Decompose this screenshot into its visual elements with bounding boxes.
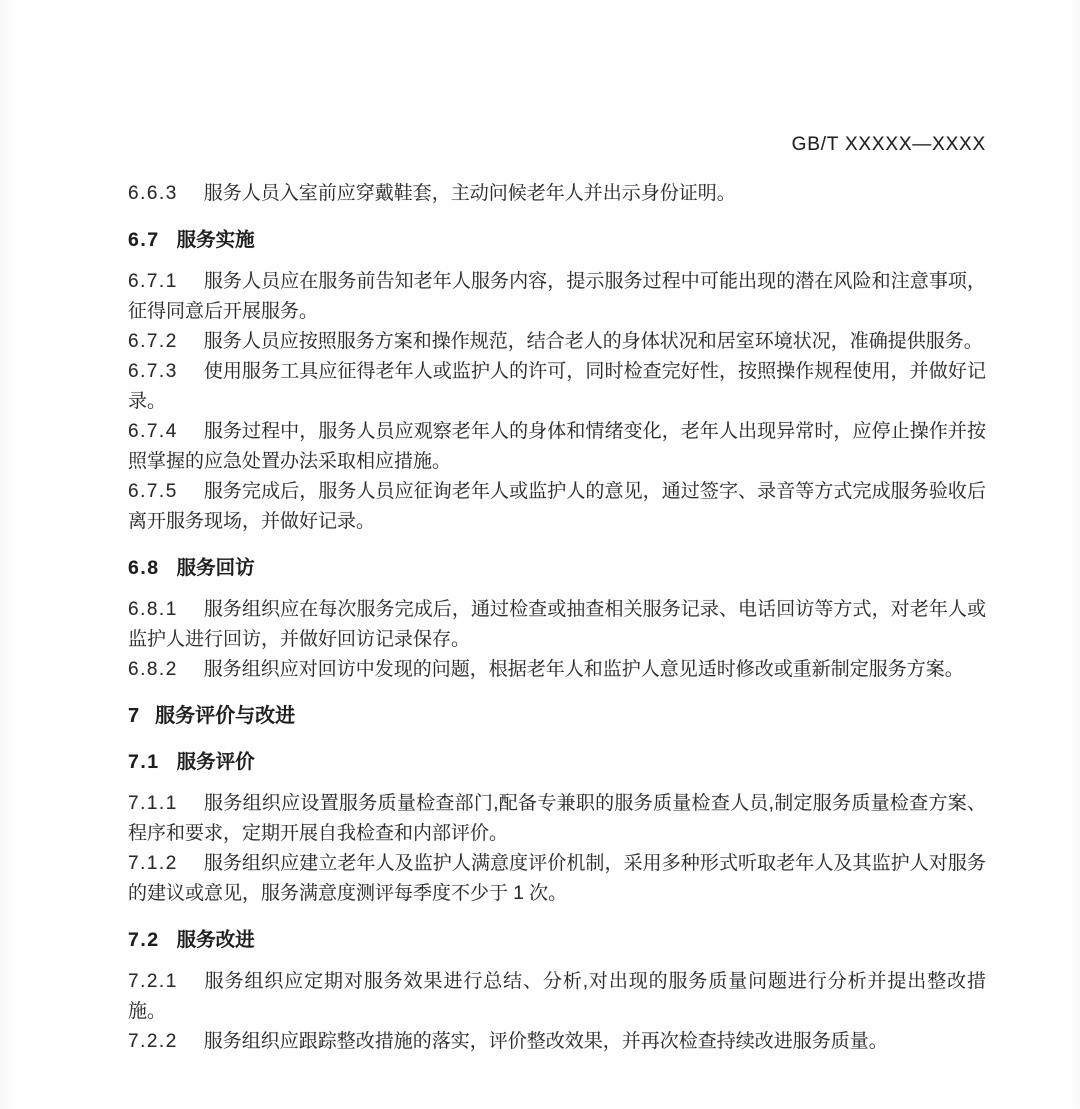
clause-text: 服务人员入室前应穿戴鞋套，主动问候老年人并出示身份证明。 — [203, 183, 736, 204]
clause-text: 服务人员应在服务前告知老年人服务内容，提示服务过程中可能出现的潜在风险和注意事项，征得同意后开展服务。 — [128, 271, 986, 322]
clause-number: 6.6.3 — [128, 183, 178, 204]
clause-7-1-2 — [128, 849, 986, 909]
clause-number: 6.7.3 — [128, 361, 178, 382]
clause-6-7-5 — [128, 477, 986, 537]
heading-number: 6.8 — [128, 557, 160, 579]
clause-text: 服务完成后，服务人员应征询老年人或监护人的意见，通过签字、录音等方式完成服务验收后离开服务现场，并做好记录。 — [128, 481, 986, 532]
heading-text: 服务评价与改进 — [155, 705, 296, 727]
clause-number: 7.1.1 — [128, 793, 178, 814]
clause-text: 服务人员应按照服务方案和操作规范，结合老人的身体状况和居室环境状况，准确提供服务。 — [203, 331, 983, 352]
clause-number: 7.2.2 — [128, 1031, 178, 1052]
clause-number: 6.7.4 — [128, 421, 178, 442]
heading-text: 服务评价 — [176, 751, 255, 773]
clause-number: 6.7.2 — [128, 331, 178, 352]
document-body — [128, 179, 986, 1057]
clause-text: 服务组织应设置服务质量检查部门,配备专兼职的服务质量检查人员,制定服务质量检查方案、程序和要求，定期开展自我检查和内部评价。 — [128, 793, 986, 844]
clause-number: 7.1.2 — [128, 853, 178, 874]
clause-number: 6.8.2 — [128, 659, 178, 680]
clause-text: 服务组织应建立老年人及监护人满意度评价机制，采用多种形式听取老年人及其监护人对服务的建议或意见，服务满意度测评每季度不少于 1 次。 — [128, 853, 986, 904]
clause-text: 服务组织应对回访中发现的问题，根据老年人和监护人意见适时修改或重新制定服务方案。 — [203, 659, 964, 680]
clause-text: 服务过程中，服务人员应观察老年人的身体和情绪变化，老年人出现异常时，应停止操作并按照掌握的应急处置办法采取相应措施。 — [128, 421, 986, 472]
clause-7-1-1 — [128, 789, 986, 849]
clause-6-7-2 — [128, 327, 986, 357]
heading-text: 服务改进 — [176, 929, 255, 951]
clause-number: 6.8.1 — [128, 599, 178, 620]
clause-6-6-3 — [128, 179, 986, 209]
clause-text: 服务组织应跟踪整改措施的落实，评价整改效果，并再次检查持续改进服务质量。 — [203, 1031, 888, 1052]
clause-6-7-3 — [128, 357, 986, 417]
clause-6-8-2 — [128, 655, 986, 685]
standard-number-header: GB/T XXXXX—XXXX — [791, 134, 986, 155]
clause-number: 6.7.1 — [128, 271, 178, 292]
section-heading-6-7 — [128, 225, 986, 255]
clause-number: 6.7.5 — [128, 481, 178, 502]
heading-number: 7.1 — [128, 751, 160, 773]
section-heading-7-2 — [128, 925, 986, 955]
chapter-heading-7 — [128, 701, 986, 731]
clause-text: 服务组织应在每次服务完成后，通过检查或抽查相关服务记录、电话回访等方式，对老年人或监护人进行回访，并做好回访记录保存。 — [128, 599, 986, 650]
clause-text: 服务组织应定期对服务效果进行总结、分析,对出现的服务质量问题进行分析并提出整改措施。 — [128, 971, 986, 1022]
clause-7-2-1 — [128, 967, 986, 1027]
clause-number: 7.2.1 — [128, 971, 178, 992]
heading-text: 服务回访 — [176, 557, 255, 579]
section-heading-6-8 — [128, 553, 986, 583]
heading-number: 6.7 — [128, 229, 160, 251]
section-heading-7-1 — [128, 747, 986, 777]
clause-6-8-1 — [128, 595, 986, 655]
clause-text: 使用服务工具应征得老年人或监护人的许可，同时检查完好性，按照操作规程使用，并做好记录。 — [128, 361, 986, 412]
heading-number: 7.2 — [128, 929, 160, 951]
heading-number: 7 — [128, 705, 141, 727]
clause-6-7-4 — [128, 417, 986, 477]
clause-6-7-1 — [128, 267, 986, 327]
clause-7-2-2 — [128, 1027, 986, 1057]
heading-text: 服务实施 — [176, 229, 255, 251]
